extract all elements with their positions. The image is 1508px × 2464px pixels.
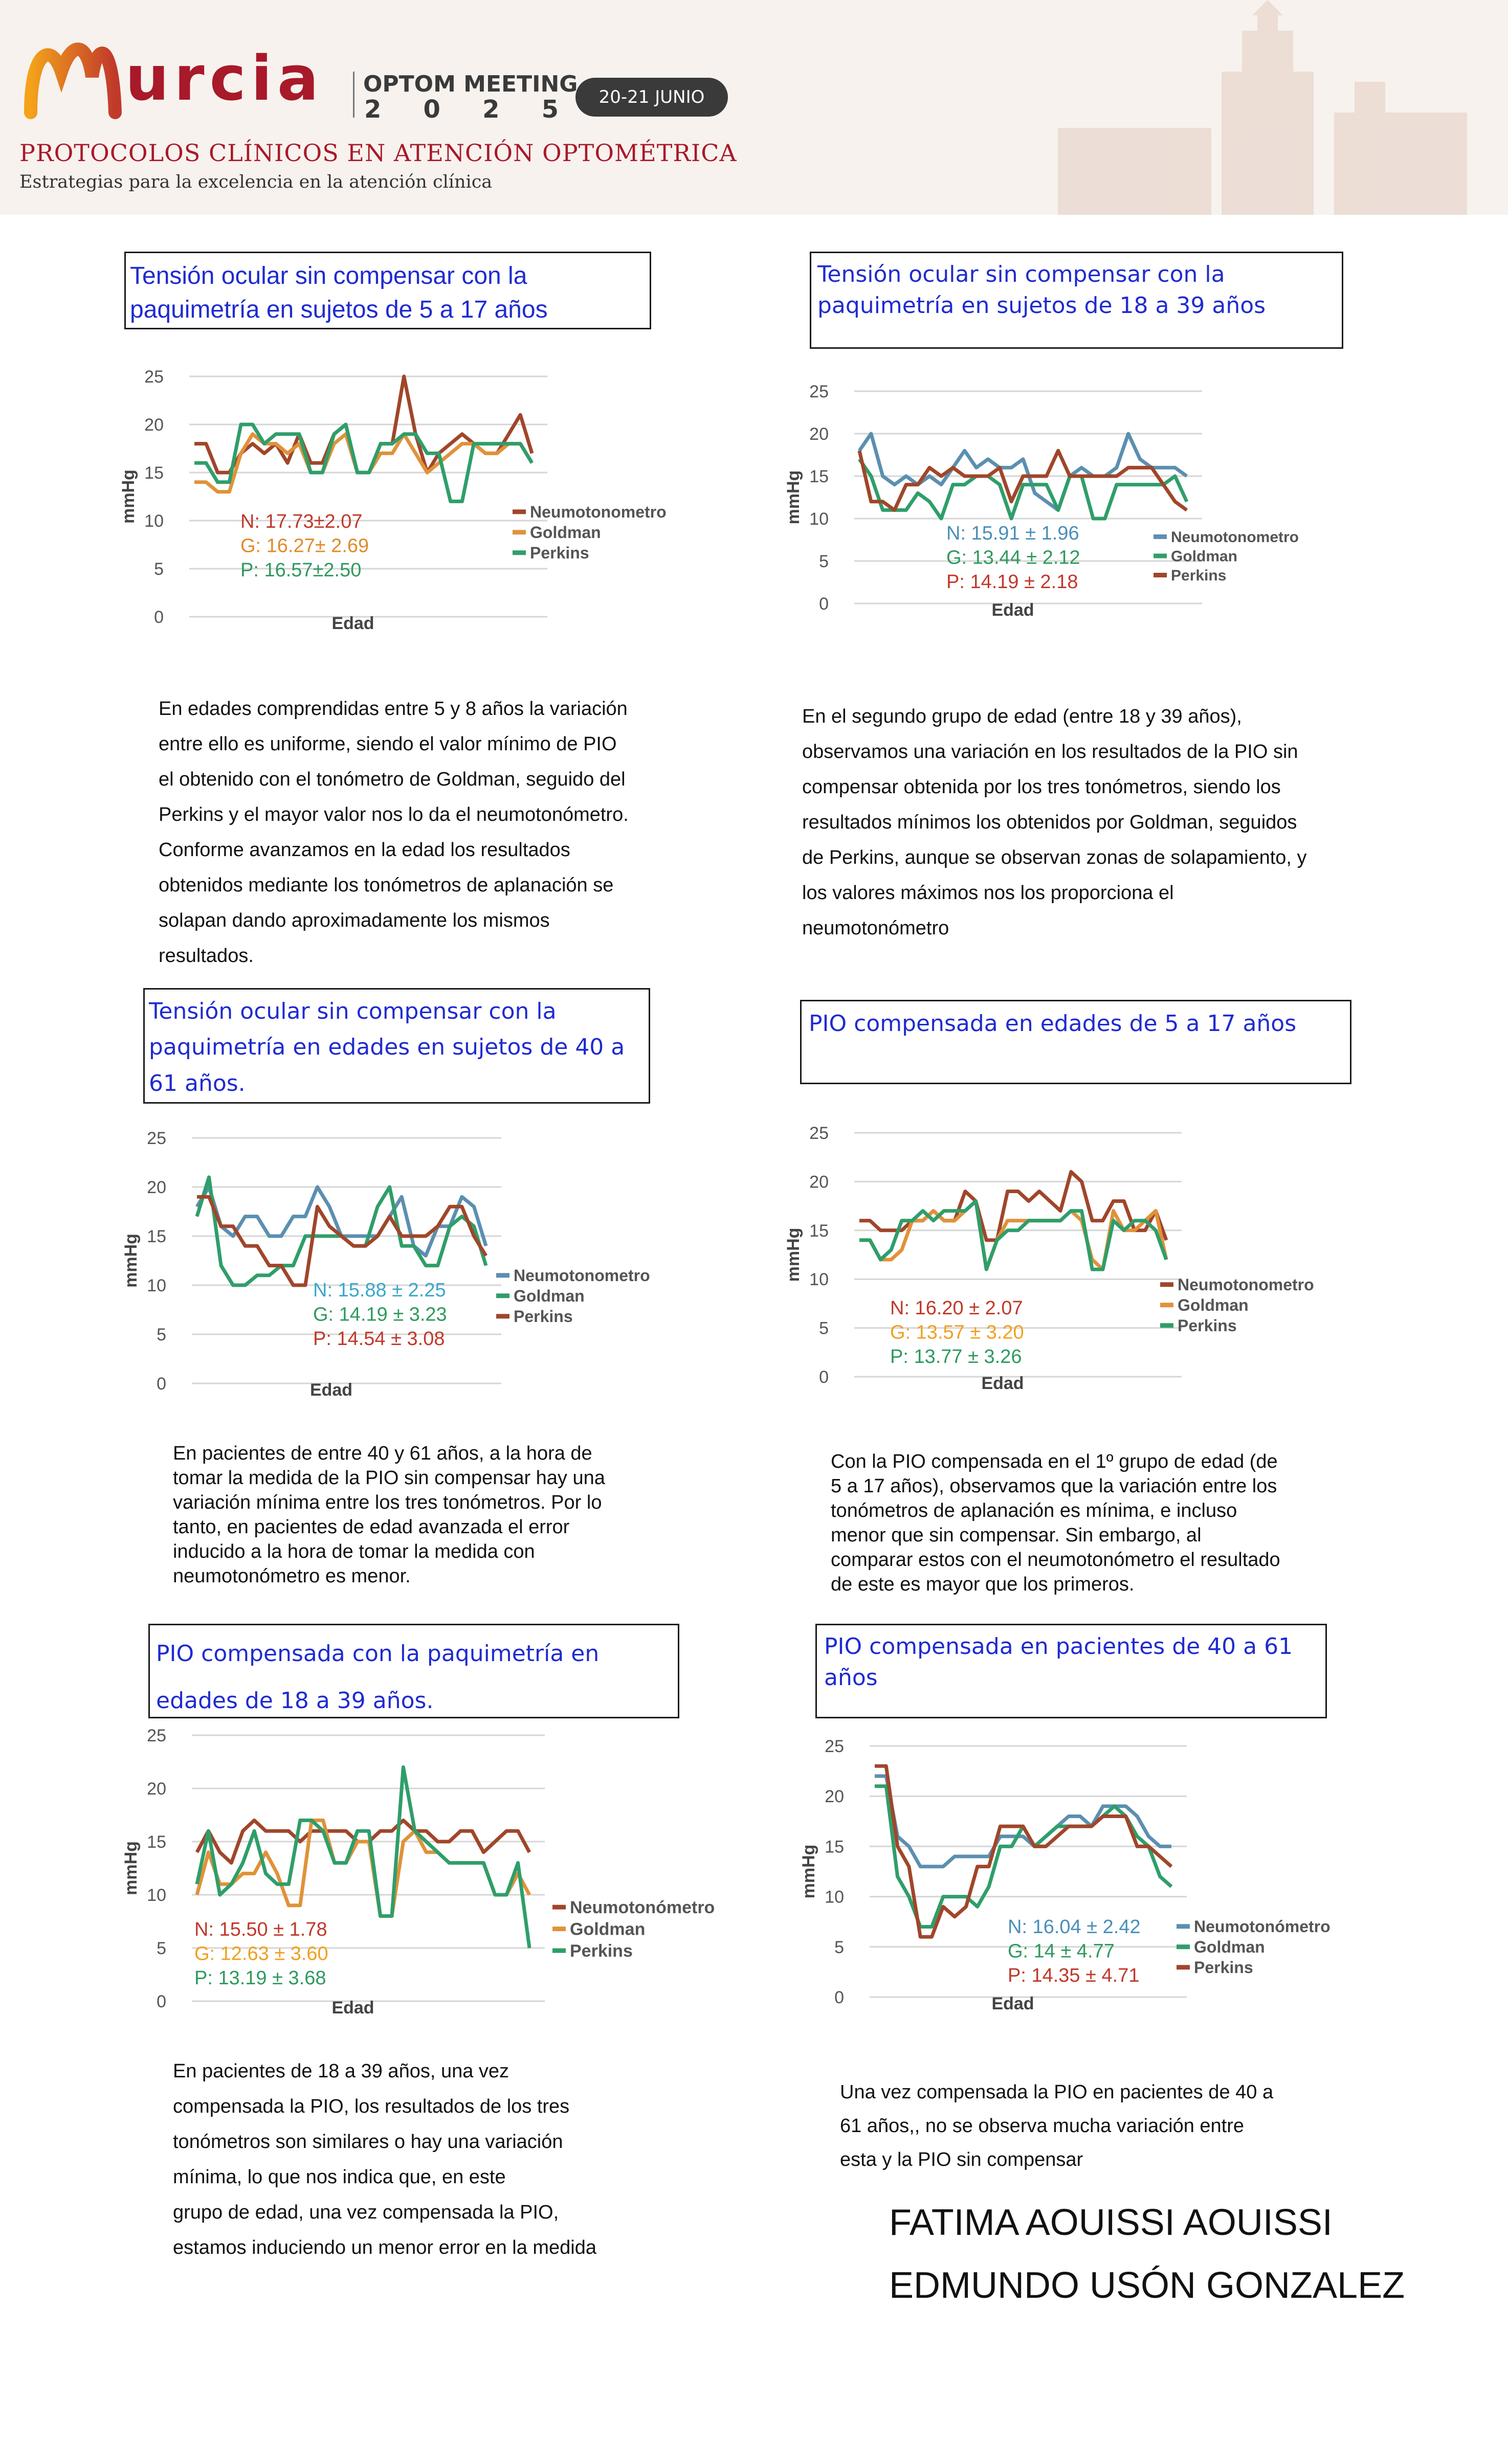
iop-chart-uncompensated-5-17: [118, 358, 680, 644]
text-line: compensada la PIO, los resultados de los tres: [173, 2096, 570, 2117]
date-pill-text: 20-21 JUNIO: [598, 87, 705, 107]
text-line: neumotonómetro: [802, 917, 949, 939]
iop-chart-compensated-5-17: [784, 1115, 1350, 1401]
y-tick-label: 15: [809, 467, 829, 486]
stat-label: P: 13.77 ± 3.26: [890, 1346, 1022, 1368]
y-tick-label: 25: [809, 1124, 829, 1143]
y-tick-label: 5: [834, 1937, 844, 1957]
text-line: 61 años,, no se observa mucha variación entre: [840, 2115, 1245, 2137]
text-line: de este es mayor que los primeros.: [831, 1574, 1135, 1595]
text-line: esta y la PIO sin compensar: [840, 2149, 1083, 2170]
y-tick-label: 0: [819, 594, 829, 614]
stat-label: N: 15.50 ± 1.78: [194, 1919, 327, 1940]
text-line: compensar obtenida por los tres tonómetros, siendo los: [802, 776, 1281, 798]
stat-label: N: 16.04 ± 2.42: [1008, 1916, 1141, 1938]
y-tick-label: 0: [157, 1992, 166, 2011]
y-tick-label: 25: [144, 367, 164, 387]
text-line: menor que sin compensar. Sin embargo, al: [831, 1525, 1202, 1546]
text-line: de Perkins, aunque se observan zonas de solapamiento, y: [802, 847, 1307, 868]
legend-label: Perkins: [1194, 1958, 1253, 1977]
stat-label: N: 16.20 ± 2.07: [890, 1297, 1023, 1319]
legend-label: Goldman: [1178, 1296, 1249, 1314]
section-title: PIO compensada con la paquimetría en edades de 18 a 39 años.: [156, 1641, 600, 1714]
y-tick-label: 0: [154, 608, 164, 627]
y-tick-label: 25: [147, 1129, 166, 1148]
x-axis-label: Edad: [991, 1994, 1034, 2013]
section-title-box: [124, 252, 651, 329]
text-line: Con la PIO compensada en el 1º grupo de edad (de: [831, 1451, 1278, 1472]
y-tick-label: 10: [144, 511, 164, 531]
section-title: PIO compensada en pacientes de 40 a 61 años: [824, 1633, 1293, 1691]
stat-label: P: 16.57±2.50: [240, 559, 362, 581]
y-axis-label: mmHg: [119, 469, 138, 524]
legend-label: Neumotonómetro: [1194, 1917, 1330, 1936]
legend-label: Perkins: [1178, 1316, 1237, 1335]
legend-label: Perkins: [1171, 567, 1227, 584]
text-line: inducido a la hora de tomar la medida con: [173, 1541, 535, 1562]
legend-label: Neumotonómetro: [570, 1898, 715, 1917]
section-title-box: [148, 1624, 679, 1718]
y-tick-label: 5: [157, 1939, 166, 1958]
iop-chart-uncompensated-18-39: [784, 371, 1371, 637]
stat-label: N: 15.91 ± 1.96: [946, 523, 1079, 544]
legend-label: Goldman: [1194, 1938, 1265, 1956]
section-title-box: [810, 252, 1343, 349]
y-axis-label: mmHg: [121, 1841, 141, 1895]
y-tick-label: 5: [819, 1318, 829, 1338]
y-tick-label: 15: [147, 1832, 166, 1852]
legend-label: Perkins: [530, 544, 589, 562]
text-line: tomar la medida de la PIO sin compensar hay una: [173, 1467, 605, 1489]
text-line: En edades comprendidas entre 5 y 8 años la variación: [159, 698, 628, 720]
paragraph-analysis: [831, 1449, 1332, 1597]
poster-subtitle: Estrategias para la excelencia en la atención clínica: [19, 172, 493, 192]
stat-label: G: 13.44 ± 2.12: [946, 547, 1080, 569]
paragraph-analysis: [159, 691, 659, 974]
stat-label: G: 14.19 ± 3.23: [313, 1304, 447, 1326]
stat-label: G: 14 ± 4.77: [1008, 1940, 1115, 1962]
section-title-box: [143, 988, 650, 1104]
legend-label: Neumotonometro: [514, 1266, 650, 1285]
series-line: [859, 1201, 1166, 1270]
text-line: tonómetros de aplanación es mínima, e incluso: [831, 1500, 1237, 1521]
legend-label: Neumotonometro: [1171, 529, 1299, 546]
y-tick-label: 20: [144, 415, 164, 435]
section-title: PIO compensada en edades de 5 a 17 años: [809, 1011, 1297, 1037]
murcia-logo-icon: [20, 20, 123, 123]
section-title-box: [800, 1000, 1351, 1084]
text-line: el obtenido con el tonómetro de Goldman, seguido del: [159, 769, 626, 790]
text-line: tanto, en pacientes de edad avanzada el error: [173, 1516, 570, 1538]
section-title: Tensión ocular sin compensar con la paquimetría en sujetos de 18 a 39 años: [817, 261, 1266, 319]
text-line: comparar estos con el neumotonómetro el resultado: [831, 1549, 1280, 1571]
section-title: Tensión ocular sin compensar con la paquimetría en edades en sujetos de 40 a 61 años.: [149, 998, 625, 1096]
legend-label: Goldman: [570, 1919, 646, 1939]
text-line: Perkins y el mayor valor nos lo da el neumotonómetro.: [159, 804, 629, 825]
author-name: EDMUNDO USÓN GONZALEZ: [889, 2265, 1405, 2306]
series-line: [194, 424, 532, 501]
y-tick-label: 10: [809, 509, 829, 529]
text-line: variación mínima entre los tres tonómetros. Por lo: [173, 1492, 602, 1513]
x-axis-label: Edad: [331, 614, 374, 633]
y-tick-label: 0: [834, 1988, 844, 2007]
y-tick-label: 25: [809, 382, 829, 401]
y-tick-label: 10: [147, 1276, 166, 1295]
y-tick-label: 10: [825, 1887, 844, 1907]
paragraph-analysis: [173, 2054, 635, 2266]
section-title-box: [815, 1624, 1327, 1718]
stat-label: G: 12.63 ± 3.60: [194, 1943, 328, 1965]
event-label: OPTOM MEETING: [363, 71, 578, 97]
stat-label: G: 13.57 ± 3.20: [890, 1321, 1024, 1343]
poster-header: [0, 0, 1508, 215]
x-axis-label: Edad: [331, 1998, 374, 2018]
series-line: [859, 434, 1187, 510]
legend-label: Perkins: [514, 1307, 573, 1326]
legend-label: Goldman: [514, 1287, 585, 1305]
text-line: grupo de edad, una vez compensada la PIO,: [173, 2202, 559, 2223]
y-tick-label: 10: [809, 1270, 829, 1290]
y-axis-label: mmHg: [784, 470, 803, 525]
text-line: obtenidos mediante los tonómetros de aplanación se: [159, 875, 614, 896]
text-line: mínima, lo que nos indica que, en este: [173, 2166, 506, 2188]
text-line: En pacientes de entre 40 y 61 años, a la hora de: [173, 1443, 592, 1464]
stat-label: N: 17.73±2.07: [240, 511, 363, 532]
stat-label: P: 14.19 ± 2.18: [946, 571, 1078, 593]
text-line: los valores máximos nos los proporciona el: [802, 882, 1174, 904]
legend-label: Goldman: [530, 523, 601, 542]
iop-chart-compensated-40-61: [798, 1734, 1356, 2061]
text-line: estamos induciendo un menor error en la medida: [173, 2237, 597, 2258]
cathedral-watermark: [894, 0, 1508, 215]
legend-label: Perkins: [570, 1941, 633, 1961]
y-tick-label: 15: [147, 1227, 166, 1246]
stat-label: N: 15.88 ± 2.25: [313, 1280, 446, 1301]
y-tick-label: 25: [147, 1726, 166, 1745]
y-tick-label: 20: [825, 1787, 844, 1807]
y-axis-label: mmHg: [784, 1227, 803, 1282]
text-line: entre ello es uniforme, siendo el valor mínimo de PIO: [159, 733, 617, 755]
poster-title: PROTOCOLOS CLÍNICOS EN ATENCIÓN OPTOMÉTRICA: [19, 139, 737, 167]
y-tick-label: 5: [157, 1325, 166, 1345]
logo-word: urcia: [125, 43, 324, 115]
section-title: Tensión ocular sin compensar con la paquimetría en sujetos de 5 a 17 años: [130, 262, 548, 324]
stat-label: P: 14.35 ± 4.71: [1008, 1965, 1140, 1986]
author-name: FATIMA AOUISSI AOUISSI: [889, 2202, 1333, 2243]
series-line: [197, 1177, 486, 1285]
text-line: tonómetros son similares o hay una variación: [173, 2131, 563, 2153]
text-line: En pacientes de 18 a 39 años, una vez: [173, 2060, 509, 2082]
series-line: [197, 1820, 529, 1916]
y-tick-label: 20: [147, 1178, 166, 1197]
y-tick-label: 20: [147, 1779, 166, 1799]
stat-label: P: 13.19 ± 3.68: [194, 1967, 326, 1989]
year-digit: 5: [541, 95, 559, 124]
stat-label: G: 16.27± 2.69: [240, 535, 369, 557]
text-line: resultados.: [159, 945, 254, 967]
x-axis-label: Edad: [309, 1380, 353, 1400]
year-digit: 2: [482, 95, 500, 124]
y-tick-label: 5: [154, 559, 164, 579]
y-tick-label: 0: [157, 1374, 166, 1394]
series-line: [875, 1766, 1171, 1937]
paragraph-analysis: [802, 699, 1351, 946]
x-axis-label: Edad: [991, 600, 1034, 620]
stat-label: P: 14.54 ± 3.08: [313, 1328, 445, 1350]
event-year: [364, 97, 559, 122]
text-line: resultados mínimos los obtenidos por Goldman, seguidos: [802, 812, 1297, 833]
y-tick-label: 25: [825, 1737, 844, 1756]
y-tick-label: 15: [809, 1221, 829, 1241]
series-line: [197, 1197, 486, 1285]
text-line: Conforme avanzamos en la edad los resultados: [159, 839, 570, 861]
y-tick-label: 0: [819, 1368, 829, 1387]
legend-label: Goldman: [1171, 548, 1238, 565]
y-tick-label: 5: [819, 552, 829, 571]
date-pill: [575, 78, 728, 117]
text-line: En el segundo grupo de edad (entre 18 y 39 años),: [802, 706, 1242, 727]
paragraph-analysis: [173, 1441, 664, 1588]
iop-chart-uncompensated-40-61: [118, 1123, 670, 1409]
y-axis-label: mmHg: [799, 1844, 818, 1899]
text-line: 5 a 17 años), observamos que la variación entre los: [831, 1475, 1277, 1497]
paragraph-analysis: [840, 2075, 1300, 2177]
logo-divider: [353, 72, 354, 118]
year-digit: 0: [423, 95, 440, 124]
legend-label: Neumotonometro: [530, 503, 667, 521]
y-tick-label: 15: [144, 463, 164, 483]
y-axis-label: mmHg: [121, 1234, 141, 1288]
year-digit: 2: [364, 95, 382, 124]
x-axis-label: Edad: [981, 1374, 1024, 1393]
text-line: neumotonómetro es menor.: [173, 1565, 411, 1587]
legend-label: Neumotonometro: [1178, 1275, 1314, 1294]
text-line: Una vez compensada la PIO en pacientes de 40 a: [840, 2081, 1274, 2103]
iop-chart-compensated-18-39: [118, 1721, 715, 2038]
y-tick-label: 20: [809, 1172, 829, 1192]
text-line: solapan dando aproximadamente los mismos: [159, 910, 550, 931]
text-line: observamos una variación en los resultados de la PIO sin: [802, 741, 1298, 763]
y-tick-label: 15: [825, 1837, 844, 1857]
y-tick-label: 10: [147, 1886, 166, 1905]
y-tick-label: 20: [809, 424, 829, 444]
